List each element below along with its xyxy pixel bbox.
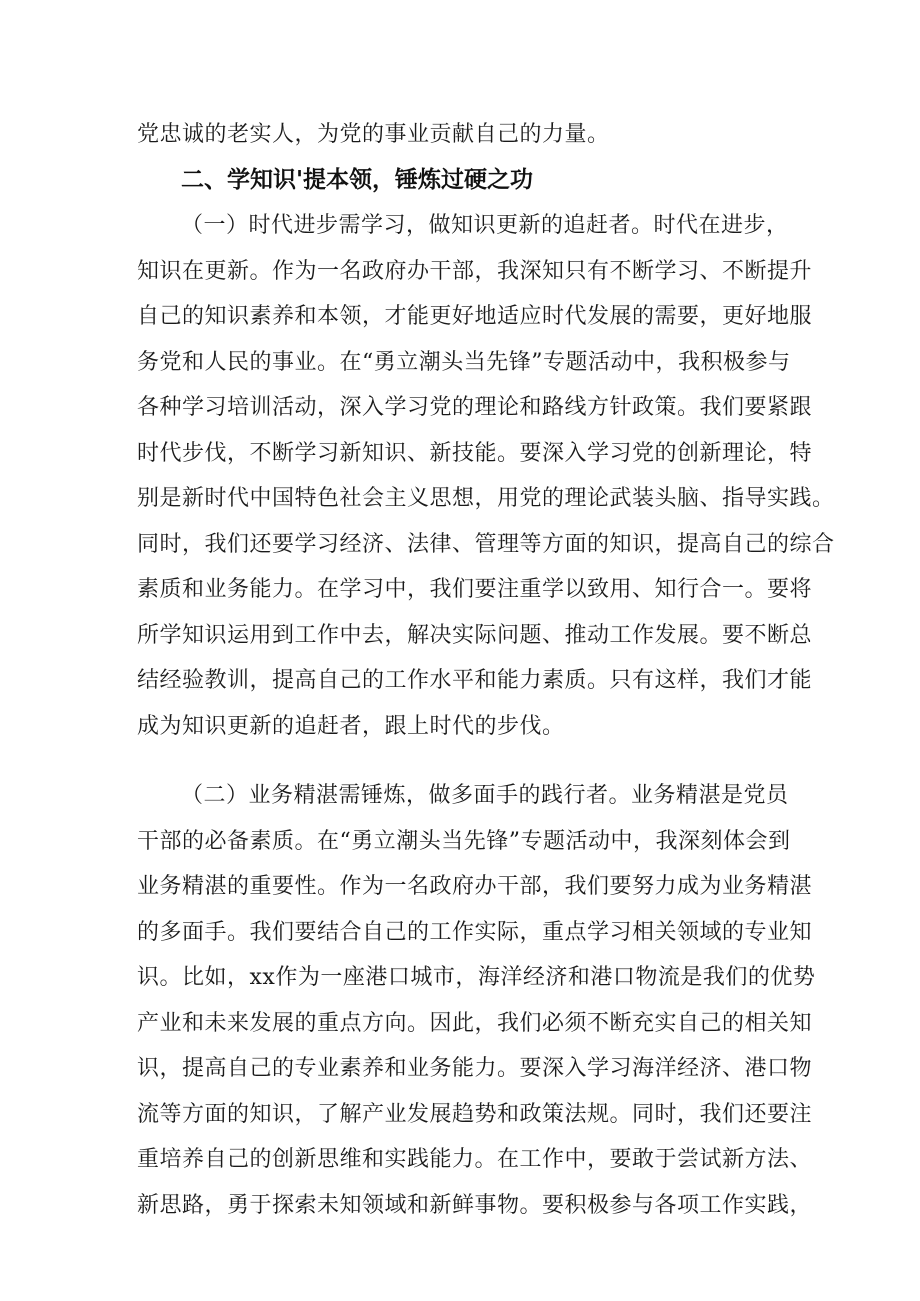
body-text-line: 同时，我们还要学习经济、法律、管理等方面的知识，提高自己的综合: [137, 531, 835, 557]
document-body: [137, 112, 835, 1228]
body-text-line: 流等方面的知识，了解产业发展趋势和政策法规。同时，我们还要注: [137, 1101, 813, 1127]
body-text-line: 重培养自己的创新思维和实践能力。在工作中，要敢于尝试新方法、: [137, 1147, 813, 1172]
body-text-line: 党忠诚的老实人，为党的事业贡献自己的力量。: [137, 122, 610, 147]
paragraph-2: [137, 773, 816, 1228]
body-text-line: 务党和人民的事业。在“勇立潮头当先锋”专题活动中，我积极参与: [137, 349, 791, 375]
body-text-line: 所学知识运用到工作中去，解决实际问题、推动工作发展。要不断总: [137, 622, 813, 648]
body-text-line: 的多面手。我们要结合自己的工作实际，重点学习相关领域的专业知: [137, 919, 813, 945]
body-text-line: （一）时代进步需学习，做知识更新的追赶者。时代在进步，: [181, 213, 789, 238]
body-text-line: 识。比如，xx作为一座港口城市，海洋经济和港口物流是我们的优势: [137, 965, 816, 990]
body-text-line: 各种学习培训活动，深入学习党的理论和路线方针政策。我们要紧跟: [137, 395, 813, 420]
section-heading: 二、学知识'提本领，锤炼过硬之功: [181, 166, 534, 193]
body-text-line: 别是新时代中国特色社会主义思想，用党的理论武装头脑、指导实践。: [137, 486, 835, 511]
paragraph-spacing: [137, 749, 787, 773]
body-text-line: 知识在更新。作为一名政府办干部，我深知只有不断学习、不断提升: [137, 258, 813, 284]
body-text-line: 产业和未来发展的重点方向。因此，我们必须不断充实自己的相关知: [137, 1010, 813, 1036]
body-text-line: 成为知识更新的追赶者，跟上时代的步伐。: [137, 713, 565, 739]
body-text-line: 自己的知识素养和本领，才能更好地适应时代发展的需要，更好地服: [137, 304, 813, 329]
body-text-line: 新思路，勇于探索未知领域和新鲜事物。要积极参与各项工作实践，: [137, 1192, 813, 1218]
body-text-line: 时代步伐，不断学习新知识、新技能。要深入学习党的创新理论，特: [137, 440, 813, 466]
body-text-line: 结经验教训，提高自己的工作水平和能力素质。只有这样，我们才能: [137, 668, 813, 693]
body-text-line: 业务精湛的重要性。作为一名政府办干部，我们要努力成为业务精湛: [137, 874, 813, 899]
body-text-line: 素质和业务能力。在学习中，我们要注重学以致用、知行合一。要将: [137, 577, 813, 602]
paragraph-1: [137, 203, 835, 749]
body-text-line: 识，提高自己的专业素养和业务能力。要深入学习海洋经济、港口物: [137, 1056, 813, 1081]
body-text-line: 干部的必备素质。在“勇立潮头当先锋”专题活动中，我深刻体会到: [137, 828, 791, 854]
body-text-line: （二）业务精湛需锤炼，做多面手的践行者。业务精湛是党员: [181, 783, 789, 808]
